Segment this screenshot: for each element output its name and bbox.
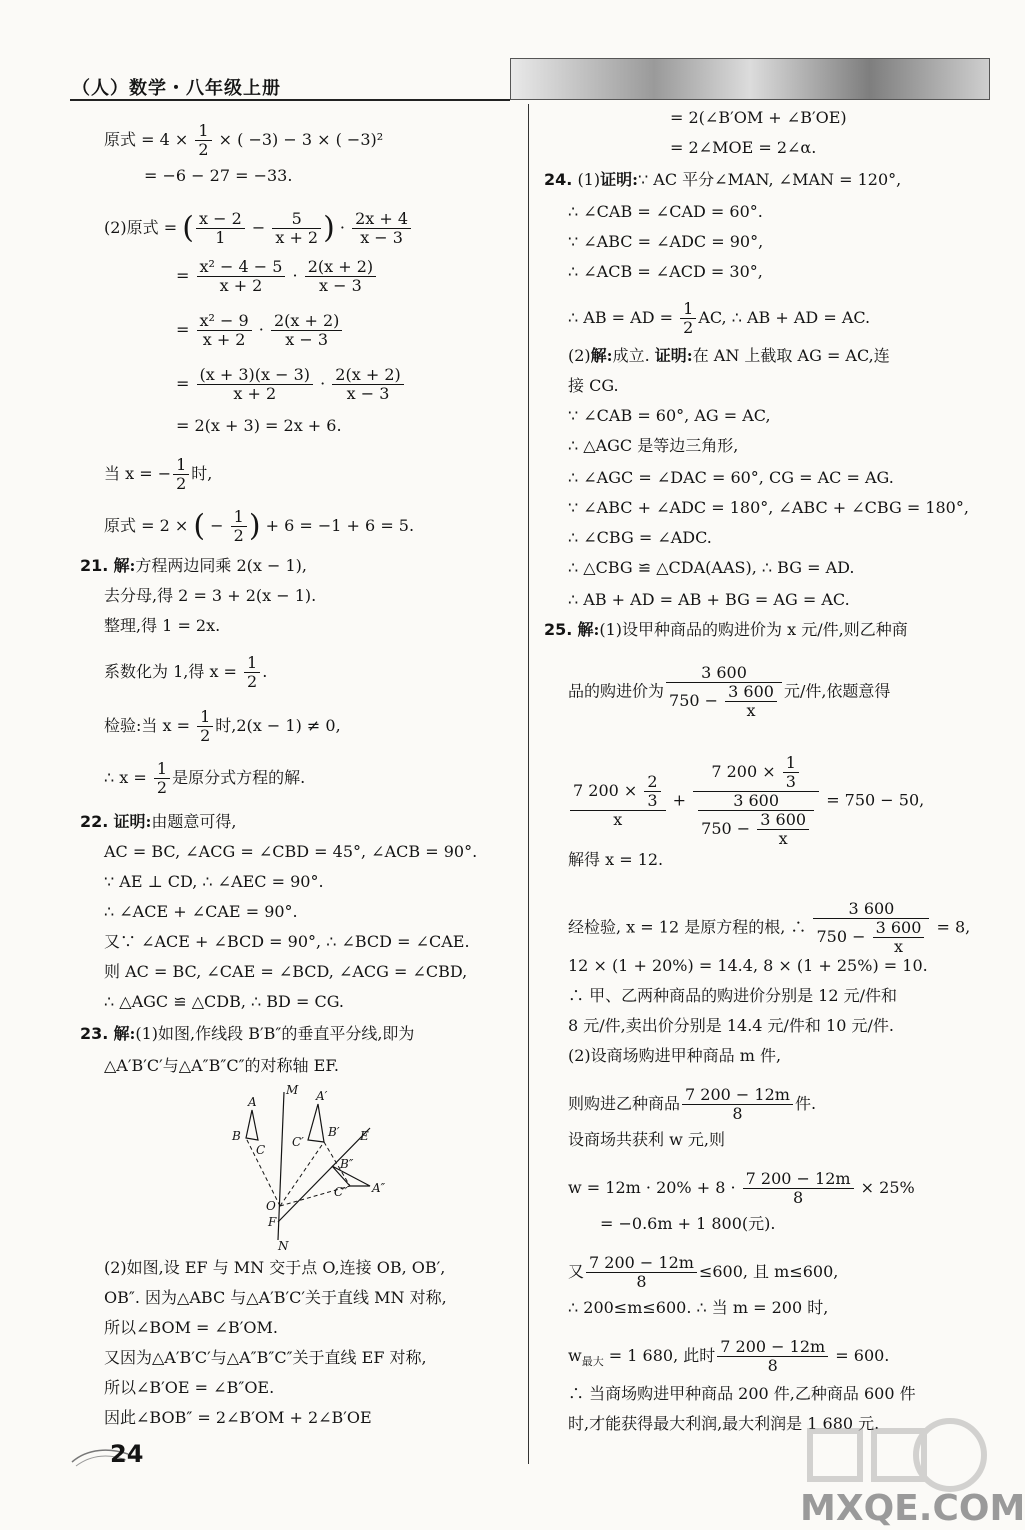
solution-line: 又 $\frac{7 200 - 12m}{8}$ ≤600, 且 m≤600, xyxy=(568,1253,839,1291)
solution-line: ∴ △AGC 是等边三角形, xyxy=(568,436,739,455)
solution-line: ∴ AB + AD = AB + BG = AG = AC. xyxy=(568,590,850,609)
solution-line: ∴ ∠CAB = ∠CAD = 60°. xyxy=(568,202,763,221)
solution-line: $w_{最大} = 1$ 680, 此时 $\frac{7 200 - 12m}{8}$ = 600. xyxy=(568,1337,890,1375)
label-f: F xyxy=(268,1215,277,1229)
solution-line: 整理,得 1 = 2x. xyxy=(104,616,221,635)
solution-line: = 2∠MOE = 2∠α. xyxy=(670,138,817,157)
label-a2: A″ xyxy=(372,1181,386,1195)
label-a: A xyxy=(248,1095,257,1109)
solution-line: 所以∠B′OE = ∠B″OE. xyxy=(104,1378,275,1397)
solution-line: ∴ 200≤m≤600. ∴ 当 m = 200 时, xyxy=(568,1298,829,1317)
solution-line: = 2(∠B′OM + ∠B′OE) xyxy=(670,108,847,127)
solution-line: (2)解:成立. 证明:在 AN 上截取 AG = AC,连 xyxy=(568,346,890,365)
solution-line: ∴ ∠ACE + ∠CAE = 90°. xyxy=(104,902,298,921)
column-divider xyxy=(528,104,529,1464)
label-c1: C′ xyxy=(292,1135,304,1149)
label-e: E xyxy=(360,1129,369,1143)
label-b1: B′ xyxy=(328,1125,340,1139)
line-mn xyxy=(278,1092,284,1240)
solution-line: 检验:当 x = $\frac{1}{2}$ 时,2(x − 1) ≠ 0, xyxy=(104,707,341,745)
solution-line: = −0.6m + 1 800(元). xyxy=(600,1214,776,1233)
watermark-text: MXQE.COM xyxy=(800,1488,1025,1529)
solution-line: (2)设商场购进甲种商品 m 件, xyxy=(568,1046,782,1065)
solution-line: = $\frac{(x + 3)(x - 3)}{x + 2}$ · $\frac{2(x + 2)}{x - 3}$ xyxy=(176,366,406,403)
solution-line: 则 AC = BC, ∠CAE = ∠BCD, ∠ACG = ∠CBD, xyxy=(104,962,468,981)
solution-line: ∵ ∠ABC = ∠ADC = 90°, xyxy=(568,232,764,251)
label-b: B xyxy=(232,1129,241,1143)
solution-line: 接 CG. xyxy=(568,376,619,395)
solution-line: 时,才能获得最大利润,最大利润是 1 680 元. xyxy=(568,1414,880,1433)
solution-line: ∴ ∠ACB = ∠ACD = 30°, xyxy=(568,262,763,281)
solution-line: 品的购进价为 3 600 750 − $\frac{3 600}{x}$ 元/件,依题意得 xyxy=(568,663,891,720)
solution-line: 所以∠BOM = ∠B′OM. xyxy=(104,1318,278,1337)
solution-line: = −6 − 27 = −33. xyxy=(144,166,293,185)
solution-line: ∴ △CBG ≌ △CDA(AAS), ∴ BG = AD. xyxy=(568,558,855,577)
triangle-abc xyxy=(246,1110,258,1140)
header-title: （人）数学・八年级上册 xyxy=(72,78,281,99)
solution-line: AC = BC, ∠ACG = ∠CBD = 45°, ∠ACB = 90°. xyxy=(104,842,478,861)
solution-line: ∴ ∠CBG = ∠ADC. xyxy=(568,528,712,547)
solution-line: 去分母,得 2 = 3 + 2(x − 1). xyxy=(104,586,317,605)
solution-line: 又∵ ∠ACE + ∠BCD = 90°, ∴ ∠BCD = ∠CAE. xyxy=(104,932,470,951)
solution-line: ∴ x = $\frac{1}{2}$ 是原分式方程的解. xyxy=(104,759,306,797)
solution-line: 当 x = − $\frac{1}{2}$ 时, xyxy=(104,455,213,493)
solution-line: 原式 = 4 × $\frac{1}{2}$ × ( −3) − 3 × ( −3)² xyxy=(104,121,384,159)
solution-line: 则购进乙种商品 $\frac{7 200 - 12m}{8}$ 件. xyxy=(568,1085,817,1123)
solution-line: 因此∠BOB″ = 2∠B′OM + 2∠B′OE xyxy=(104,1408,372,1427)
solution-line: = 2(x + 3) = 2x + 6. xyxy=(176,416,342,435)
label-a1: A′ xyxy=(316,1089,328,1103)
solution-line: (2)如图,设 EF 与 MN 交于点 O,连接 OB, OB′, xyxy=(104,1258,446,1277)
segment-ob1 xyxy=(280,1142,324,1206)
equation-line: 7 200 × $\frac{2}{3}$ x + 7 200 × $\frac{1}{3}$ 3 600 750 − $\frac{3 600}{x}$ = 750 − 50, xyxy=(568,754,924,848)
solution-line: ∴ △AGC ≌ △CDB, ∴ BD = CG. xyxy=(104,992,344,1011)
solution-line: = $\frac{\text{x² − 4 − 5}}{x + 2}$ · $\frac{2(x + 2)}{x - 3}$ xyxy=(176,258,378,295)
solution-line: 系数化为 1,得 x = $\frac{1}{2}$ . xyxy=(104,653,268,691)
solution-line: 原式 = 2 × ( − $\frac{1}{2}$ ) + 6 = −1 + 6 = 5. xyxy=(104,507,415,545)
label-b2: B″ xyxy=(340,1157,354,1171)
solution-line: OB″. 因为△ABC 与△A′B′C′关于直线 MN 对称, xyxy=(104,1288,447,1307)
header-banner-image xyxy=(510,58,990,100)
label-c2: C″ xyxy=(334,1185,348,1199)
header-rule xyxy=(70,99,510,101)
solution-line: ∴ 当商场购进甲种商品 200 件,乙种商品 600 件 xyxy=(568,1384,916,1403)
fraction: $\frac{1}{2}$ xyxy=(195,122,211,159)
solution-line: ∵ ∠ABC + ∠ADC = 180°, ∠ABC + ∠CBG = 180°, xyxy=(568,498,969,517)
solution-line: (2)原式 = ( $\frac{x - 2}{1}$ − $\frac{5}{x + 2}$ ) · $\frac{2x + 4}{x - 3}$ xyxy=(104,210,413,247)
solution-line: 设商场共获利 w 元,则 xyxy=(568,1130,725,1149)
solution-line: ∴ 甲、乙两种商品的购进价分别是 12 元/件和 xyxy=(568,986,898,1005)
solution-line: ∵ ∠CAB = 60°, AG = AC, xyxy=(568,406,771,425)
question-24: 24. (1)证明:∵ AC 平分∠MAN, ∠MAN = 120°, xyxy=(544,170,902,189)
solution-line: 8 元/件,卖出价分别是 14.4 元/件和 10 元/件. xyxy=(568,1016,894,1035)
symmetry-figure xyxy=(220,1082,410,1252)
solution-line: w = 12m · 20% + 8 · $\frac{7 200 - 12m}{8}$ × 25% xyxy=(568,1169,915,1207)
solution-line: ∴ ∠AGC = ∠DAC = 60°, CG = AC = AG. xyxy=(568,468,894,487)
question-23: 23. 解:(1)如图,作线段 B′B″的垂直平分线,即为 xyxy=(80,1024,415,1043)
label-n: N xyxy=(278,1239,289,1253)
question-21: 21. 解:方程两边同乘 2(x − 1), xyxy=(80,556,307,575)
triangle-a1b1c1 xyxy=(308,1104,324,1142)
label-c: C xyxy=(256,1143,266,1157)
solution-line: △A′B′C′与△A″B″C″的对称轴 EF. xyxy=(104,1056,340,1075)
label-m: M xyxy=(286,1083,299,1097)
solution-line: 又因为△A′B′C′与△A″B″C″关于直线 EF 对称, xyxy=(104,1348,427,1367)
solution-line: ∵ AE ⊥ CD, ∴ ∠AEC = 90°. xyxy=(104,872,324,891)
solution-line: 12 × (1 + 20%) = 14.4, 8 × (1 + 25%) = 10. xyxy=(568,956,928,975)
solution-line: 经检验, x = 12 是原方程的根, ∴ 3 600 750 − $\frac{3 600}{x}$ = 8, xyxy=(568,899,971,956)
question-22: 22. 证明:由题意可得, xyxy=(80,812,237,831)
question-25: 25. 解:(1)设甲种商品的购进价为 x 元/件,则乙种商 xyxy=(544,620,908,639)
solution-line: ∴ AB = AD = $\frac{1}{2}$ AC, ∴ AB + AD = AC. xyxy=(568,299,871,337)
page-number: 24 xyxy=(110,1440,144,1468)
solution-line: = $\frac{\text{x² − 9}}{x + 2}$ · $\frac{2(x + 2)}{x - 3}$ xyxy=(176,312,344,349)
solution-line: 解得 x = 12. xyxy=(568,850,664,869)
label-o: O xyxy=(266,1199,276,1213)
